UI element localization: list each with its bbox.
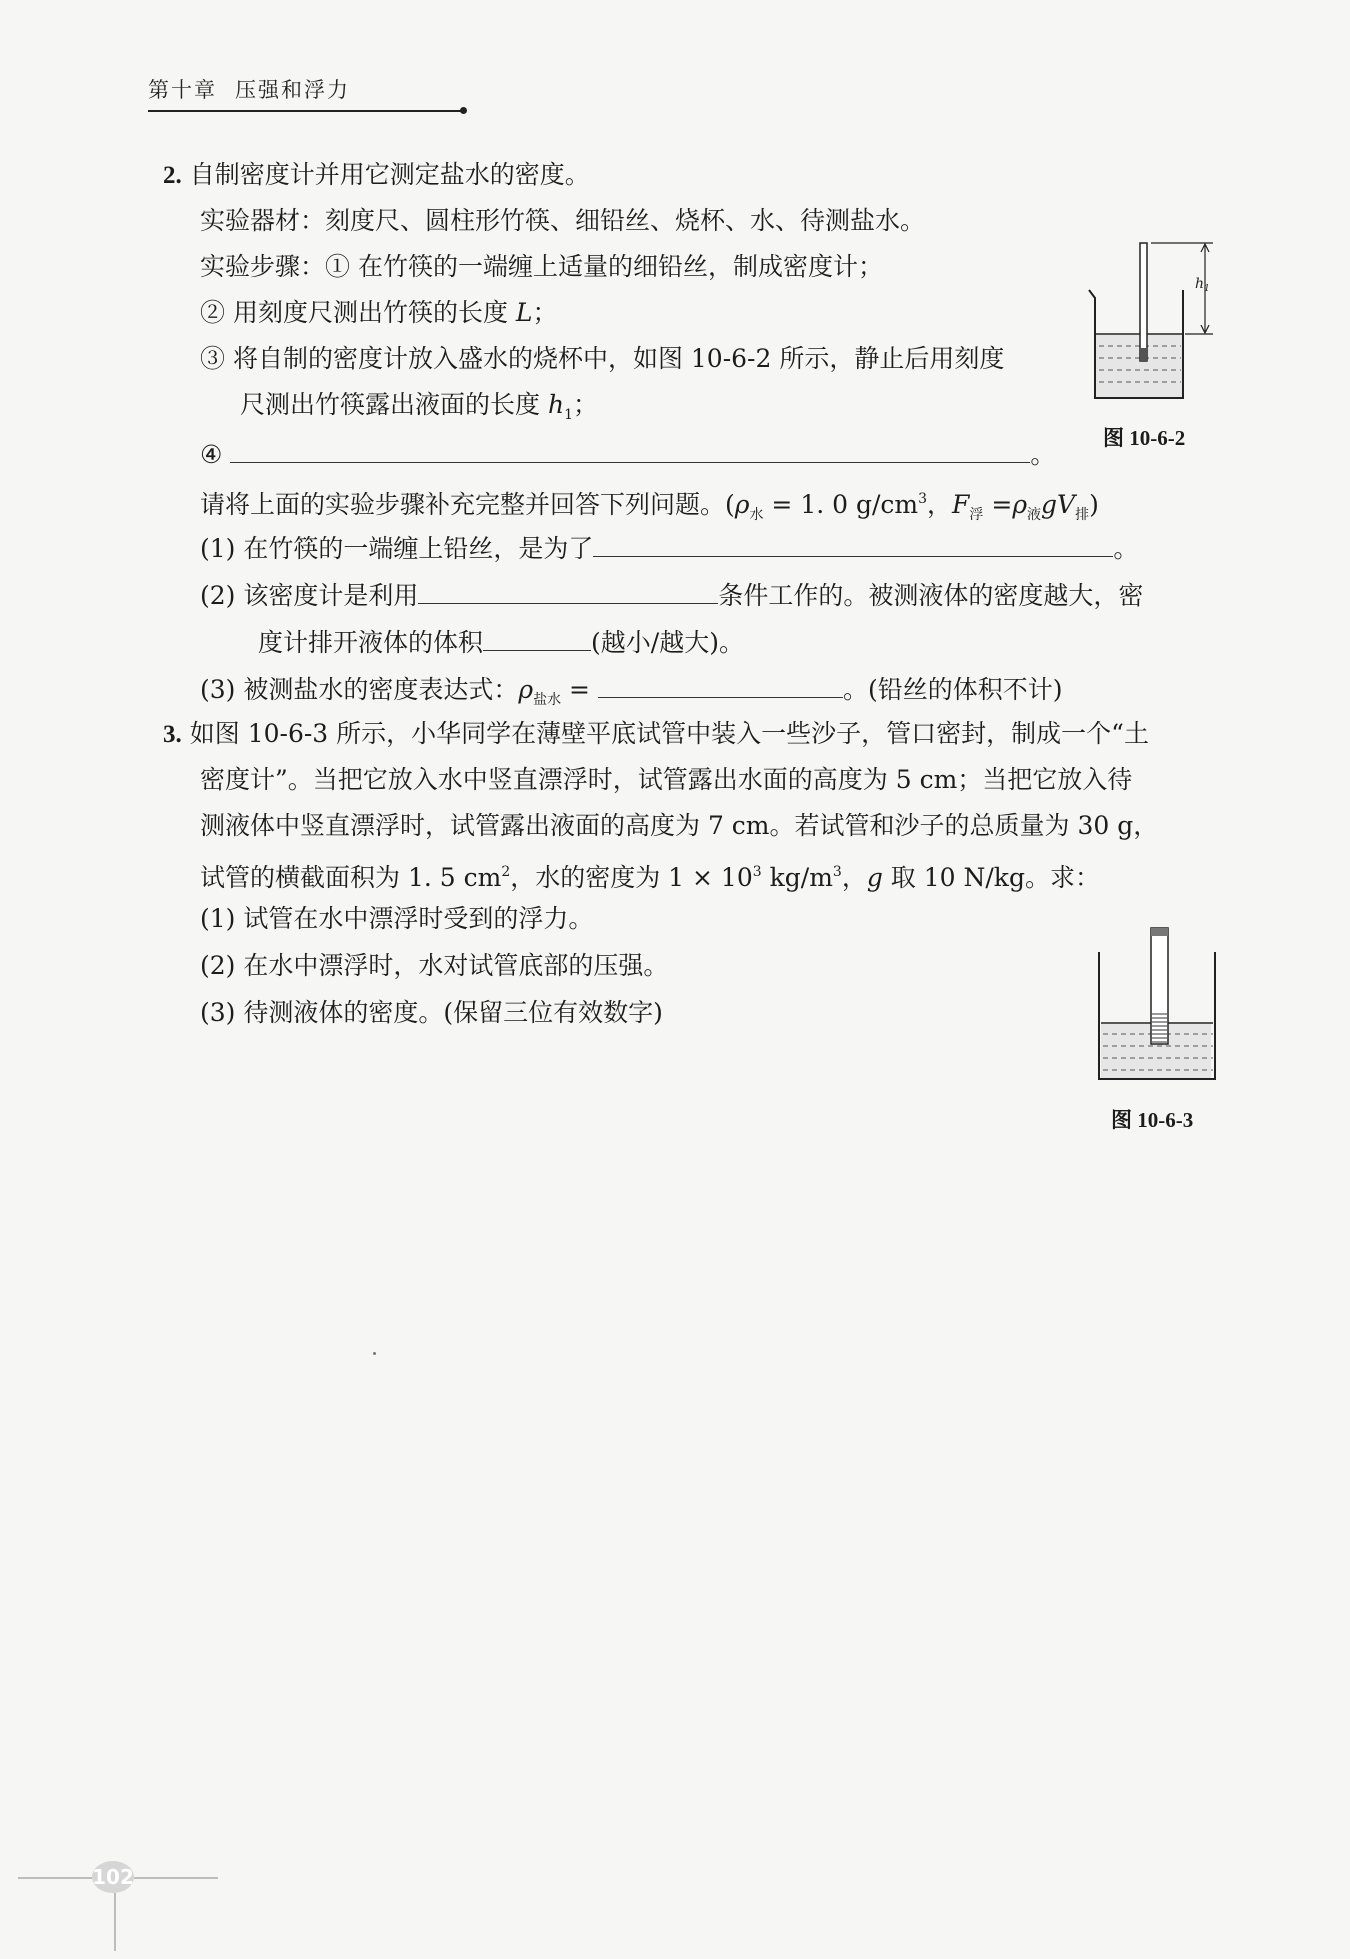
q2-title: 自制密度计并用它测定盐水的密度。 (189, 160, 590, 189)
q2-sub3 (200, 671, 1062, 716)
q2-step3b (240, 389, 598, 431)
tube-seal (1151, 928, 1168, 936)
q2-sub2a (200, 577, 1143, 612)
q2-sub2b-blank[interactable] (483, 624, 591, 651)
q3-number: 3. (163, 721, 182, 748)
print-speck (373, 1352, 376, 1355)
q2-sub2a-blank[interactable] (418, 577, 718, 604)
q3-cube-sup: 3 (832, 864, 842, 880)
q2-sub1 (200, 530, 1138, 565)
beaker-water (1096, 335, 1182, 397)
q2-step2-text: ② 用刻度尺测出竹筷的长度 (200, 298, 508, 327)
q2-sub2b (258, 624, 744, 659)
q2-instruction-text: 请将上面的实验步骤补充完整并回答下列问题。( (200, 490, 735, 519)
comma: ， (927, 490, 953, 519)
rho-liquid-sub: 液 (1027, 507, 1042, 523)
q2-step2-var: L (515, 298, 533, 327)
q2-step2-end: ； (532, 298, 558, 327)
q2-sub2b-text: 度计排开液体的体积 (258, 628, 484, 657)
q3-sq-sup: 2 (501, 864, 511, 880)
chapter-number: 第十章 (148, 78, 217, 102)
q3-line4 (200, 856, 1100, 894)
header-rule-dot (460, 107, 467, 114)
figure-10-6-2 (1085, 240, 1215, 405)
lead-wire (1140, 348, 1147, 361)
q2-sub3-equals: = (569, 675, 590, 704)
q2-step3-sub: 1 (564, 407, 573, 423)
q3-line4a: 试管的横截面积为 1. 5 cm (200, 863, 502, 892)
q2-sub1-blank[interactable] (593, 530, 1113, 557)
q2-step2 (200, 297, 558, 329)
footer-line-right (134, 1877, 218, 1879)
q2-sub2a-text: (2) 该密度计是利用 (200, 581, 419, 610)
close-paren: ) (1089, 490, 1099, 519)
q2-sub3-end: 。(铅丝的体积不计) (842, 675, 1063, 704)
figure-10-6-3-caption: 图 10-6-3 (1111, 1108, 1194, 1132)
q2-sub2a-mid: 条件工作的。被测液体的密度越大，密 (718, 581, 1144, 610)
q3-line3: 测液体中竖直漂浮时，试管露出液面的高度为 7 cm。若试管和沙子的总质量为 30 g， (200, 811, 1159, 840)
f-symbol: F (952, 490, 970, 519)
q3-line4d: ， (841, 863, 867, 892)
q2-step3-var: h (547, 390, 565, 419)
equals: = (991, 490, 1013, 519)
footer-line-left (18, 1877, 92, 1879)
q2-step3-end: ； (573, 390, 599, 419)
test-tube (1151, 928, 1168, 1044)
q3-line1 (163, 718, 1149, 751)
cube-sup: 3 (918, 491, 928, 507)
q3-exp-sup: 3 (752, 864, 762, 880)
rho-water-sub: 水 (749, 507, 764, 523)
g-symbol: g (1041, 490, 1058, 519)
figure-10-6-2-caption: 图 10-6-2 (1103, 426, 1186, 450)
q3-line4e: 取 10 N/kg。求： (882, 863, 1100, 892)
rho-symbol: ρ (734, 490, 750, 519)
q3-sub2: (2) 在水中漂浮时，水对试管底部的压强。 (200, 951, 669, 980)
q3-line4c: kg/m (761, 863, 833, 892)
q2-step4 (200, 436, 1055, 471)
v-symbol: V (1057, 490, 1076, 519)
q3-line2: 密度计”。当把它放入水中竖直漂浮时，试管露出水面的高度为 5 cm；当把它放入待 (200, 765, 1133, 794)
q2-instruction (200, 483, 1099, 531)
h1-label: $h_1$ (1195, 276, 1210, 294)
q2-sub1-end: 。 (1113, 534, 1139, 563)
q2-title-line (163, 159, 590, 192)
q3-g-symbol: g (866, 863, 883, 892)
rho-liquid-symbol: ρ (1012, 490, 1028, 519)
footer-vertical-line (114, 1893, 116, 1951)
chopstick (1140, 243, 1147, 361)
q3-line4b: ，水的密度为 1 × 10 (510, 863, 753, 892)
q2-sub1-text: (1) 在竹筷的一端缠上铅丝，是为了 (200, 534, 594, 563)
q2-number: 2. (163, 162, 182, 189)
q2-step3a: ③ 将自制的密度计放入盛水的烧杯中，如图 10-6-2 所示，静止后用刻度 (200, 344, 1005, 373)
q2-sub3-blank[interactable] (598, 671, 843, 698)
q3-sub1: (1) 试管在水中漂浮时受到的浮力。 (200, 904, 594, 933)
rho-water-value: = 1. 0 g/cm (771, 490, 919, 519)
header-rule (148, 110, 462, 112)
v-sub: 排 (1075, 507, 1090, 523)
q2-sub2b-end: (越小/越大)。 (591, 628, 744, 657)
f-sub: 浮 (969, 507, 984, 523)
q2-step4-mark: ④ (200, 440, 223, 469)
rho-saltwater-symbol: ρ (518, 675, 534, 704)
chapter-title: 压强和浮力 (235, 78, 350, 102)
rho-saltwater-sub: 盐水 (533, 692, 562, 708)
q2-sub3-text: (3) 被测盐水的密度表达式： (200, 675, 519, 704)
q2-step4-end: 。 (1030, 440, 1056, 469)
q2-step4-blank[interactable] (230, 436, 1030, 463)
q2-materials: 实验器材：刻度尺、圆柱形竹筷、细铅丝、烧杯、水、待测盐水。 (200, 206, 926, 235)
q3-line1-text: 如图 10-6-3 所示，小华同学在薄壁平底试管中装入一些沙子，管口密封，制成一个“土 (189, 719, 1149, 748)
figure-10-6-3 (1093, 922, 1223, 1082)
q3-sub3: (3) 待测液体的密度。(保留三位有效数字) (200, 998, 663, 1027)
q2-step3b-text: 尺测出竹筷露出液面的长度 (240, 390, 541, 419)
q2-step1: 实验步骤：① 在竹筷的一端缠上适量的细铅丝，制成密度计； (200, 252, 883, 281)
page-number: 102 (92, 1861, 134, 1893)
page-header (148, 74, 350, 104)
